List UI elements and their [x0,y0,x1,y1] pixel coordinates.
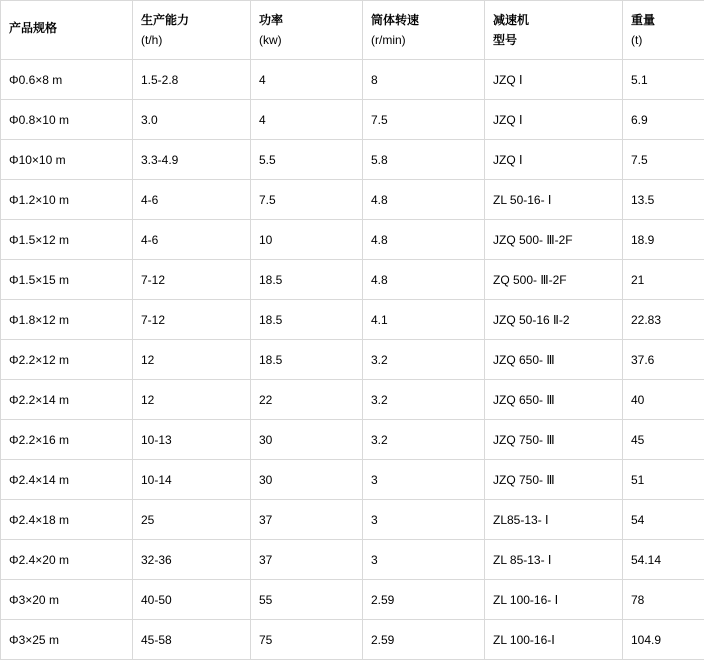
header-line1: 重量 [631,12,696,28]
header-cell-power [251,1,363,60]
table-row [1,380,704,420]
cell-power: 4 [251,100,363,140]
cell-capacity: 32-36 [133,540,251,580]
header-cell-product-spec [1,1,133,60]
table-row [1,140,704,180]
cell-weight: 22.83 [623,300,704,340]
header-line2: (r/min) [371,32,476,48]
table-row [1,420,704,460]
table-row [1,300,704,340]
cell-capacity: 7-12 [133,300,251,340]
cell-capacity: 3.3-4.9 [133,140,251,180]
cell-rotation-speed: 3 [363,460,485,500]
cell-rotation-speed: 3 [363,500,485,540]
cell-product-spec: Φ1.2×10 m [1,180,133,220]
table-row [1,540,704,580]
cell-rotation-speed: 3.2 [363,340,485,380]
table-row [1,580,704,620]
header-line1: 产品规格 [9,20,124,36]
cell-reducer-model: JZQ 750- Ⅲ [485,420,623,460]
cell-capacity: 10-13 [133,420,251,460]
cell-product-spec: Φ0.8×10 m [1,100,133,140]
cell-reducer-model: JZQ 500- Ⅲ-2F [485,220,623,260]
cell-product-spec: Φ10×10 m [1,140,133,180]
cell-reducer-model: JZQ Ⅰ [485,140,623,180]
cell-weight: 45 [623,420,704,460]
table-header-row [1,1,704,60]
cell-capacity: 4-6 [133,180,251,220]
cell-power: 55 [251,580,363,620]
cell-product-spec: Φ3×25 m [1,620,133,660]
cell-rotation-speed: 7.5 [363,100,485,140]
cell-product-spec: Φ1.8×12 m [1,300,133,340]
table-row [1,220,704,260]
cell-reducer-model: JZQ 750- Ⅲ [485,460,623,500]
cell-reducer-model: JZQ 650- Ⅲ [485,380,623,420]
header-cell-reducer-model [485,1,623,60]
header-cell-rotation-speed [363,1,485,60]
cell-capacity: 40-50 [133,580,251,620]
cell-power: 30 [251,460,363,500]
cell-weight: 5.1 [623,60,704,100]
table-row [1,60,704,100]
cell-weight: 54 [623,500,704,540]
header-line2: 型号 [493,32,614,48]
cell-rotation-speed: 2.59 [363,620,485,660]
cell-product-spec: Φ2.4×14 m [1,460,133,500]
cell-rotation-speed: 2.59 [363,580,485,620]
cell-weight: 78 [623,580,704,620]
header-line2: (kw) [259,32,354,48]
table-row [1,260,704,300]
cell-power: 18.5 [251,260,363,300]
cell-power: 7.5 [251,180,363,220]
cell-rotation-speed: 4.8 [363,220,485,260]
cell-rotation-speed: 4.8 [363,180,485,220]
cell-rotation-speed: 3.2 [363,380,485,420]
cell-capacity: 4-6 [133,220,251,260]
cell-power: 22 [251,380,363,420]
cell-product-spec: Φ1.5×15 m [1,260,133,300]
cell-power: 5.5 [251,140,363,180]
cell-reducer-model: JZQ Ⅰ [485,100,623,140]
header-line1: 减速机 [493,12,614,28]
cell-reducer-model: ZL 85-13- Ⅰ [485,540,623,580]
cell-product-spec: Φ2.2×12 m [1,340,133,380]
cell-rotation-speed: 4.8 [363,260,485,300]
header-line2: (t/h) [141,32,242,48]
table-row [1,460,704,500]
cell-weight: 51 [623,460,704,500]
cell-power: 4 [251,60,363,100]
cell-weight: 37.6 [623,340,704,380]
header-line1: 功率 [259,12,354,28]
table-row [1,620,704,660]
header-line2: (t) [631,32,696,48]
cell-power: 37 [251,540,363,580]
cell-reducer-model: JZQ Ⅰ [485,60,623,100]
cell-capacity: 1.5-2.8 [133,60,251,100]
cell-product-spec: Φ0.6×8 m [1,60,133,100]
table-row [1,100,704,140]
cell-reducer-model: ZL 100-16- Ⅰ [485,580,623,620]
header-cell-weight [623,1,704,60]
cell-capacity: 12 [133,380,251,420]
cell-rotation-speed: 5.8 [363,140,485,180]
cell-capacity: 45-58 [133,620,251,660]
cell-weight: 40 [623,380,704,420]
cell-power: 37 [251,500,363,540]
cell-weight: 7.5 [623,140,704,180]
table-row [1,180,704,220]
table-body [1,1,704,660]
header-line1: 生产能力 [141,12,242,28]
cell-power: 75 [251,620,363,660]
cell-capacity: 10-14 [133,460,251,500]
cell-reducer-model: ZL 100-16-Ⅰ [485,620,623,660]
cell-product-spec: Φ2.4×18 m [1,500,133,540]
cell-capacity: 7-12 [133,260,251,300]
cell-weight: 104.9 [623,620,704,660]
table-row [1,500,704,540]
cell-rotation-speed: 8 [363,60,485,100]
cell-capacity: 25 [133,500,251,540]
cell-weight: 21 [623,260,704,300]
cell-product-spec: Φ2.2×16 m [1,420,133,460]
cell-reducer-model: JZQ 650- Ⅲ [485,340,623,380]
cell-rotation-speed: 4.1 [363,300,485,340]
cell-product-spec: Φ1.5×12 m [1,220,133,260]
cell-power: 18.5 [251,300,363,340]
cell-rotation-speed: 3.2 [363,420,485,460]
cell-reducer-model: JZQ 50-16 Ⅱ-2 [485,300,623,340]
cell-weight: 6.9 [623,100,704,140]
cell-weight: 13.5 [623,180,704,220]
cell-power: 10 [251,220,363,260]
cell-weight: 54.14 [623,540,704,580]
cell-capacity: 3.0 [133,100,251,140]
table-row [1,340,704,380]
cell-reducer-model: ZQ 500- Ⅲ-2F [485,260,623,300]
cell-power: 30 [251,420,363,460]
header-cell-capacity [133,1,251,60]
cell-power: 18.5 [251,340,363,380]
cell-capacity: 12 [133,340,251,380]
cell-product-spec: Φ2.4×20 m [1,540,133,580]
cell-weight: 18.9 [623,220,704,260]
cell-product-spec: Φ2.2×14 m [1,380,133,420]
cell-reducer-model: ZL 50-16- Ⅰ [485,180,623,220]
header-line1: 筒体转速 [371,12,476,28]
cell-reducer-model: ZL85-13- Ⅰ [485,500,623,540]
cell-product-spec: Φ3×20 m [1,580,133,620]
cell-rotation-speed: 3 [363,540,485,580]
